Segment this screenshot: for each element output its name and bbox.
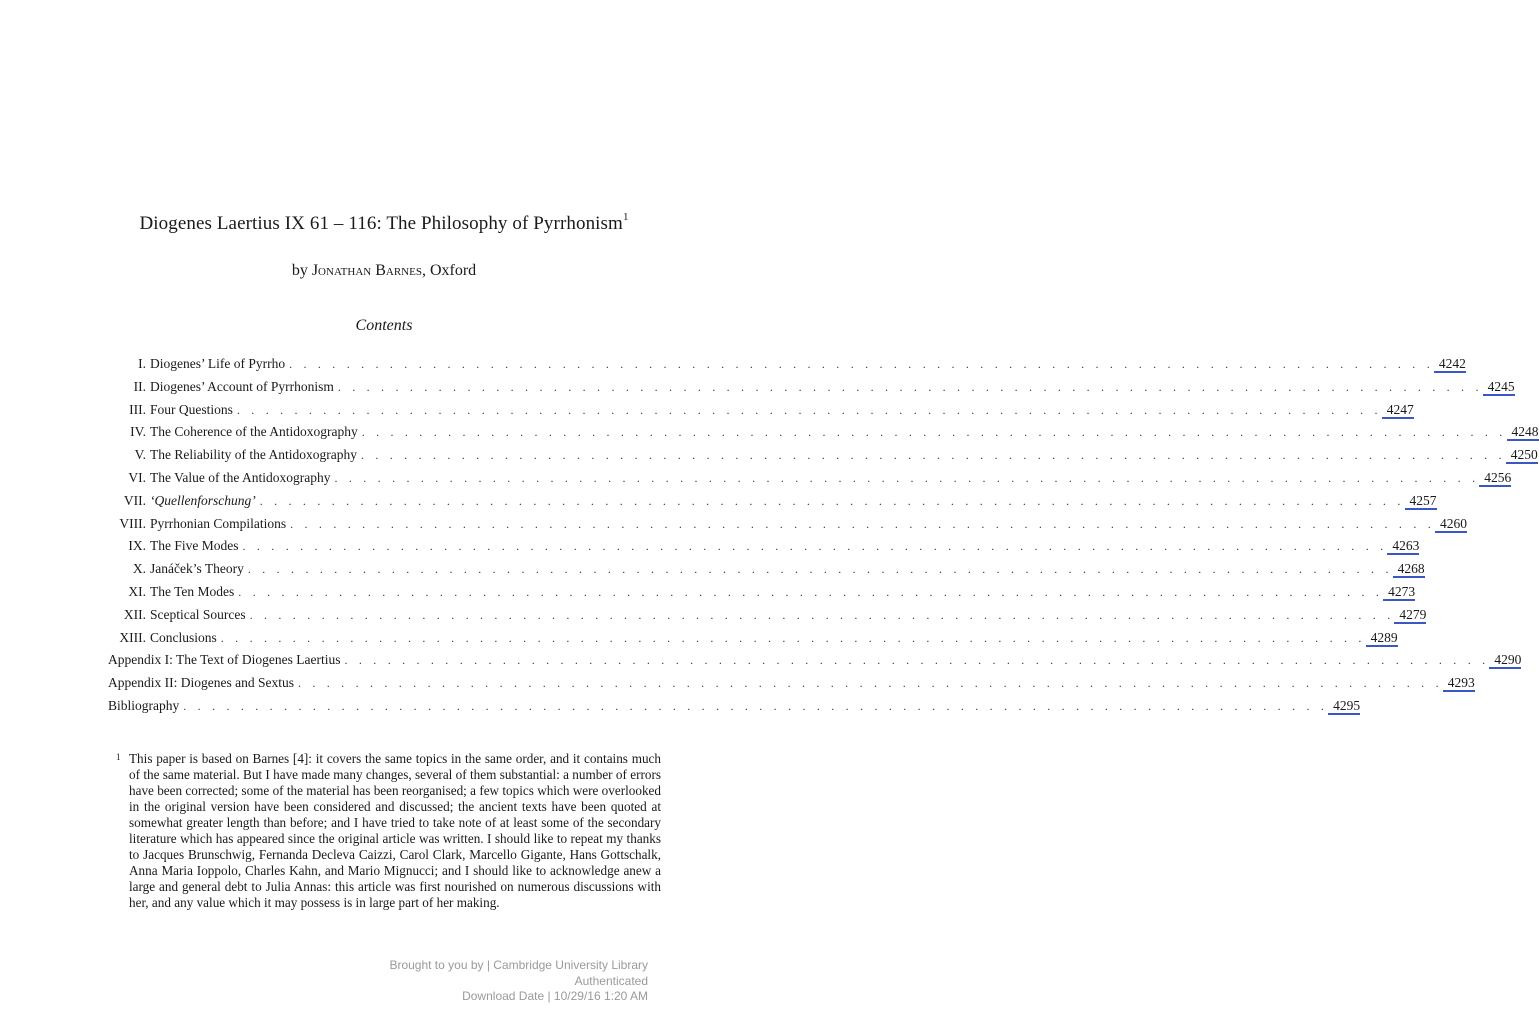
toc-page-link[interactable]: 4245 <box>1483 380 1515 396</box>
paper-title-text: Diogenes Laertius IX 61 – 116: The Philosophy of Pyrrhonism <box>139 213 623 234</box>
toc-entry-number: XI. <box>128 583 146 599</box>
toc-dot-leader: . . . . . . . . . . . . . . . . . . . . . . . . . . . . . . . . . . . . . . . . . . . . . . . . . . . . . . . . . . . . . . . . . . . . . . . . . . . . . . . . <box>297 676 1443 691</box>
toc-dot-leader: . . . . . . . . . . . . . . . . . . . . . . . . . . . . . . . . . . . . . . . . . . . . . . . . . . . . . . . . . . . . . . . . . . . . . . . . . . . . . . . . <box>236 402 1382 417</box>
toc-entry-number: IX. <box>128 538 146 554</box>
toc-entry[interactable] <box>108 378 1515 402</box>
toc-page-link[interactable]: 4290 <box>1489 653 1521 669</box>
toc-page-link[interactable]: 4242 <box>1434 357 1466 373</box>
toc-dot-leader: . . . . . . . . . . . . . . . . . . . . . . . . . . . . . . . . . . . . . . . . . . . . . . . . . . . . . . . . . . . . . . . . . . . . . . . . . . . . . . . . <box>290 516 1435 531</box>
toc-dot-leader: . . . . . . . . . . . . . . . . . . . . . . . . . . . . . . . . . . . . . . . . . . . . . . . . . . . . . . . . . . . . . . . . . . . . . . . . . . . . . . . . <box>334 470 1480 485</box>
toc-entry-number: XIII. <box>119 629 146 645</box>
toc-entry[interactable] <box>108 606 1427 630</box>
toc-entry[interactable] <box>108 629 1398 653</box>
toc-page-link[interactable]: 4247 <box>1382 403 1414 419</box>
toc-entry-title: Sceptical Sources <box>150 606 246 622</box>
watermark-line-3: Download Date | 10/29/16 1:20 AM <box>462 989 648 1003</box>
author-affiliation: , Oxford <box>421 262 477 279</box>
toc-page-link[interactable]: 4250 <box>1506 448 1538 464</box>
toc-entry[interactable] <box>108 675 1475 698</box>
toc-dot-leader: . . . . . . . . . . . . . . . . . . . . . . . . . . . . . . . . . . . . . . . . . . . . . . . . . . . . . . . . . . . . . . . . . . . . . . . . . . . . . . . . <box>183 698 1329 713</box>
toc-entry-title: The Value of the Antidoxography <box>150 469 331 485</box>
footnote <box>116 751 661 911</box>
toc-page-link[interactable]: 4279 <box>1394 608 1426 624</box>
contents-heading: Contents <box>355 317 413 334</box>
toc-page-link[interactable]: 4289 <box>1366 631 1398 647</box>
toc-entry[interactable] <box>108 492 1437 516</box>
toc-entry-number: VIII. <box>119 515 146 531</box>
toc-dot-leader: . . . . . . . . . . . . . . . . . . . . . . . . . . . . . . . . . . . . . . . . . . . . . . . . . . . . . . . . . . . . . . . . . . . . . . . . . . . . . . . . <box>361 425 1507 440</box>
toc-entry-number: VI. <box>128 469 146 485</box>
toc-entry-number: X. <box>132 561 146 577</box>
toc-page-link[interactable]: 4295 <box>1328 699 1360 715</box>
toc-entry-number: VII. <box>123 492 146 508</box>
toc-entry[interactable] <box>108 538 1420 561</box>
toc-entry-number: I. <box>138 356 146 371</box>
watermark-line-2: Authenticated <box>574 973 648 988</box>
author-name: Jonathan Barnes <box>311 262 422 279</box>
footnote-reference[interactable]: 1 <box>622 211 629 223</box>
toc-page-link[interactable]: 4273 <box>1383 585 1415 601</box>
toc-entry-title: Pyrrhonian Compilations <box>150 515 287 531</box>
toc-page-link[interactable]: 4248 <box>1507 425 1539 441</box>
toc-entry-title: Appendix I: The Text of Diogenes Laertius <box>108 652 341 668</box>
toc-entry-number: III. <box>129 401 146 417</box>
toc-entry-title: ‘Quellenforschung’ <box>150 492 256 508</box>
byline-prefix: by <box>291 262 308 279</box>
toc-entry-title: Janáček’s Theory <box>150 561 244 577</box>
toc-entry-number: II. <box>133 378 146 394</box>
byline <box>0 262 768 280</box>
toc-entry-title: Appendix II: Diogenes and Sextus <box>108 675 294 691</box>
toc-entry[interactable] <box>108 561 1425 584</box>
toc-dot-leader: . . . . . . . . . . . . . . . . . . . . . . . . . . . . . . . . . . . . . . . . . . . . . . . . . . . . . . . . . . . . . . . . . . . . . . . . . . . . . . . . <box>360 448 1506 463</box>
toc-entry-title: Diogenes’ Account of Pyrrhonism <box>150 378 334 394</box>
toc-entry-title: Conclusions <box>150 629 217 645</box>
toc-entry-number: IV. <box>130 424 146 440</box>
toc-entry[interactable] <box>108 515 1467 539</box>
toc-entry-title: The Reliability of the Antidoxography <box>150 447 357 463</box>
toc-dot-leader: . . . . . . . . . . . . . . . . . . . . . . . . . . . . . . . . . . . . . . . . . . . . . . . . . . . . . . . . . . . . . . . . . . . . . . . . . . . . . . . . <box>249 607 1395 622</box>
toc-dot-leader: . . . . . . . . . . . . . . . . . . . . . . . . . . . . . . . . . . . . . . . . . . . . . . . . . . . . . . . . . . . . . . . . . . . . . . . . . . . . . . . . <box>259 493 1405 508</box>
toc-entry[interactable] <box>108 447 1538 470</box>
toc-entry[interactable] <box>108 652 1522 675</box>
toc-entry[interactable] <box>108 469 1512 493</box>
toc-dot-leader: . . . . . . . . . . . . . . . . . . . . . . . . . . . . . . . . . . . . . . . . . . . . . . . . . . . . . . . . . . . . . . . . . . . . . . . . . . . . . . . . <box>344 653 1490 668</box>
toc-entry[interactable] <box>108 583 1416 607</box>
toc-page-link[interactable]: 4257 <box>1405 494 1437 510</box>
toc-entry-number: XII. <box>123 606 146 622</box>
toc-page-link[interactable]: 4263 <box>1387 539 1419 555</box>
toc-entry-title: Diogenes’ Life of Pyrrho <box>150 356 286 371</box>
toc-dot-leader: . . . . . . . . . . . . . . . . . . . . . . . . . . . . . . . . . . . . . . . . . . . . . . . . . . . . . . . . . . . . . . . . . . . . . . . . . . . . . . . . <box>247 562 1393 577</box>
access-watermark <box>318 958 648 1005</box>
toc-entry-title: The Coherence of the Antidoxography <box>150 424 358 440</box>
toc-page-link[interactable]: 4268 <box>1393 562 1425 578</box>
footnote-text: This paper is based on Barnes [4]: it covers the same topics in the same order, and it contains much of the same material. But I have made many changes, several of them substantial: a number of errors have been corrected; some of the material has been reorganised; a few topics which were overlooked in the original version have been considered and discussed; the ancient texts have been quoted at somewhat greater length than before; and I have tried to take note of at least some of the secondary literature which has appeared since the original article was written. I should like to repeat my thanks to Jacques Brunschwig, Fernanda Decleva Caizzi, Carol Clark, Marcello Gigante, Hans Gottschalk, Anna Maria Ioppolo, Charles Kahn, and Mario Mignucci; and I should like to acknowledge anew a large and general debt to Julia Annas: this article was first nourished on numerous discussions with her, and any value which it may possess is in large part of her making. <box>129 751 661 910</box>
footnote-mark: 1 <box>116 752 121 762</box>
toc-page-link[interactable]: 4293 <box>1443 676 1475 692</box>
table-of-contents <box>108 356 1539 721</box>
toc-entry-title: The Five Modes <box>150 538 239 554</box>
toc-dot-leader: . . . . . . . . . . . . . . . . . . . . . . . . . . . . . . . . . . . . . . . . . . . . . . . . . . . . . . . . . . . . . . . . . . . . . . . . . . . . . . . . <box>242 539 1388 554</box>
toc-entry-title: The Ten Modes <box>150 583 235 599</box>
toc-entry[interactable] <box>108 424 1539 447</box>
toc-entry-title: Four Questions <box>150 401 233 417</box>
toc-entry[interactable] <box>108 356 1466 379</box>
toc-entry-number: V. <box>134 447 146 463</box>
paper-title <box>0 213 768 235</box>
toc-entry[interactable] <box>108 401 1414 425</box>
toc-dot-leader: . . . . . . . . . . . . . . . . . . . . . . . . . . . . . . . . . . . . . . . . . . . . . . . . . . . . . . . . . . . . . . . . . . . . . . . . . . . . . . . . <box>289 357 1434 371</box>
toc-page-link[interactable]: 4256 <box>1479 471 1511 487</box>
toc-dot-leader: . . . . . . . . . . . . . . . . . . . . . . . . . . . . . . . . . . . . . . . . . . . . . . . . . . . . . . . . . . . . . . . . . . . . . . . . . . . . . . . . <box>238 584 1384 599</box>
toc-page-link[interactable]: 4260 <box>1435 517 1467 533</box>
toc-dot-leader: . . . . . . . . . . . . . . . . . . . . . . . . . . . . . . . . . . . . . . . . . . . . . . . . . . . . . . . . . . . . . . . . . . . . . . . . . . . . . . . . <box>337 379 1483 394</box>
toc-entry[interactable] <box>108 697 1361 721</box>
toc-entry-title: Bibliography <box>108 697 180 713</box>
toc-dot-leader: . . . . . . . . . . . . . . . . . . . . . . . . . . . . . . . . . . . . . . . . . . . . . . . . . . . . . . . . . . . . . . . . . . . . . . . . . . . . . . . . <box>220 630 1366 645</box>
watermark-line-1: Brought to you by | Cambridge University Library <box>389 958 648 972</box>
